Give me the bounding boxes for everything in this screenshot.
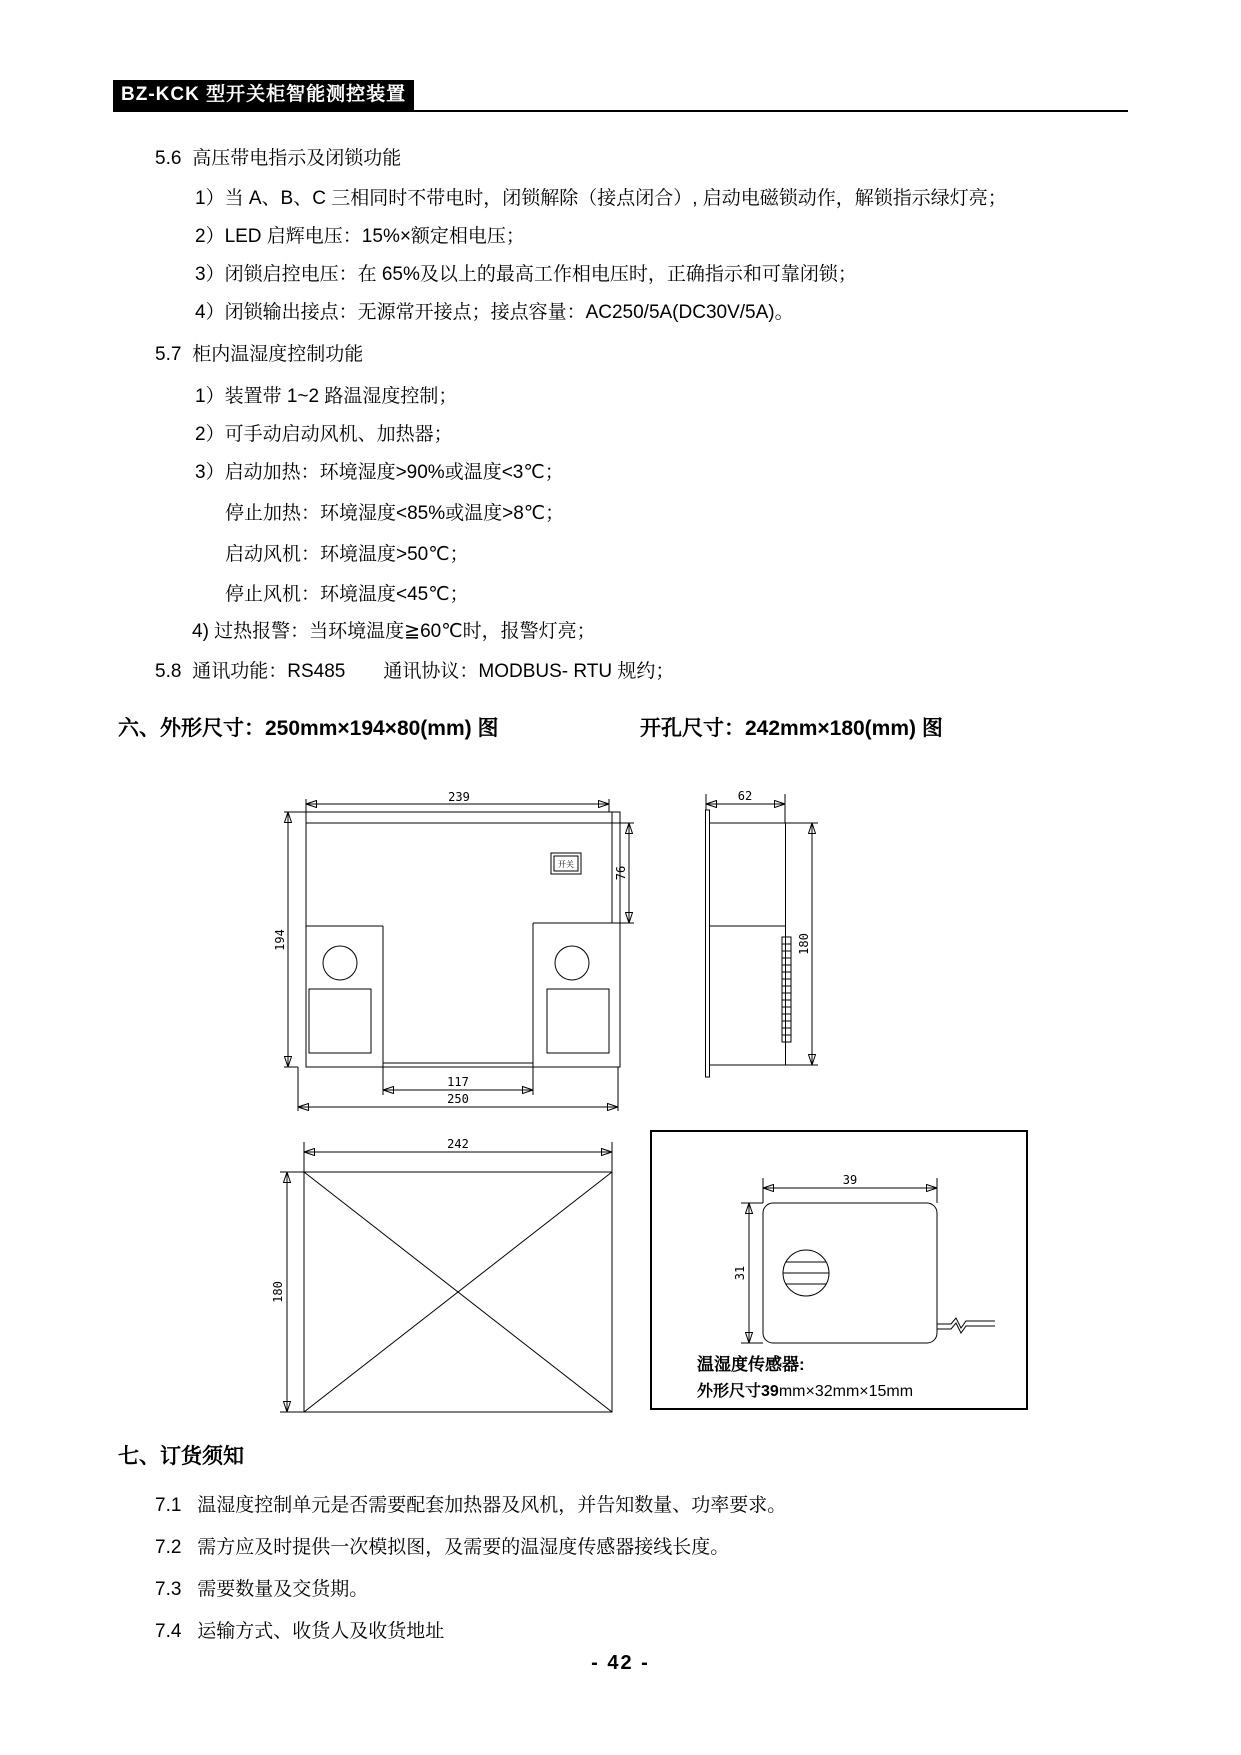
- section-number: 5.7: [155, 344, 182, 365]
- switch-label-box: [551, 853, 581, 874]
- section-number: 5.8: [155, 661, 182, 682]
- list-subitem: 停止加热：环境湿度<85%或温度>8℃；: [225, 503, 565, 524]
- section-number: 5.6: [155, 148, 182, 169]
- page-title: BZ-KCK 型开关柜智能测控装置: [113, 80, 414, 110]
- front-view-drawing: [273, 790, 642, 1117]
- section-5-7-heading: [155, 341, 363, 369]
- side-view-drawing: [620, 790, 825, 1085]
- list-item: 4）闭锁输出接点：无源常开接点；接点容量：AC250/5A(DC30V/5A)。: [195, 302, 794, 323]
- item-text: 运输方式、收货人及收货地址: [197, 1621, 445, 1642]
- dim-label-62: 62: [737, 789, 753, 803]
- dim-label-242: 242: [447, 1137, 469, 1151]
- section-title: 柜内温湿度控制功能: [192, 344, 364, 365]
- section-5-6-heading: [155, 145, 401, 173]
- list-subitem: 停止风机：环境温度<45℃；: [225, 584, 469, 605]
- list-item: 1）装置带 1~2 路温湿度控制；: [195, 386, 458, 407]
- section-title: 高压带电指示及闭锁功能: [192, 148, 402, 169]
- dim-label-194: 194: [273, 929, 287, 951]
- sensor-size-rest: mm×32mm×15mm: [778, 1383, 914, 1400]
- ordering-item: [155, 1492, 786, 1520]
- ordering-heading: 七、订货须知: [118, 1445, 244, 1468]
- item-number: 7.2: [155, 1537, 182, 1558]
- list-subitem: 启动风机：环境温度>50℃；: [225, 544, 469, 565]
- dim-label-250: 250: [447, 1092, 469, 1106]
- dimensions-heading-left: 六、外形尺寸：250mm×194×80(mm) 图: [118, 717, 499, 740]
- list-item: 2）LED 启辉电压：15%×额定相电压；: [195, 226, 525, 247]
- item-text: 需方应及时提供一次模拟图，及需要的温湿度传感器接线长度。: [197, 1537, 730, 1558]
- list-item: 1）当 A、B、C 三相同时不带电时，闭锁解除（接点闭合）, 启动电磁锁动作，解锁指示绿灯亮；: [195, 188, 1007, 209]
- item-text: 需要数量及交货期。: [197, 1579, 369, 1600]
- header-divider: [113, 110, 1128, 112]
- dim-label-239: 239: [448, 790, 470, 804]
- section-5-8-line: [155, 658, 674, 686]
- ordering-item: [155, 1618, 444, 1646]
- sensor-figure-box: [650, 1130, 1028, 1410]
- sensor-drawing: [652, 1132, 1026, 1352]
- dim-label-180-side: 180: [797, 933, 811, 955]
- item-text: 温湿度控制单元是否需要配套加热器及风机，并告知数量、功率要求。: [197, 1495, 787, 1516]
- section-text: 通讯功能：RS485 通讯协议：MODBUS- RTU 规约；: [192, 661, 675, 682]
- switch-label: 开关: [558, 860, 574, 869]
- ordering-item: [155, 1534, 729, 1562]
- dimensions-heading-right: 开孔尺寸：242mm×180(mm) 图: [640, 717, 943, 740]
- dim-label-117: 117: [447, 1075, 469, 1089]
- dim-label-39: 39: [842, 1173, 858, 1187]
- dim-label-76: 76: [614, 865, 628, 881]
- item-number: 7.3: [155, 1579, 182, 1600]
- dim-label-31: 31: [733, 1265, 747, 1281]
- sensor-size-bold: 外形尺寸39: [697, 1383, 779, 1400]
- ordering-item: [155, 1576, 368, 1604]
- sensor-caption: 温湿度传感器:: [697, 1355, 805, 1374]
- sensor-size-line: [697, 1378, 913, 1401]
- page-number: - 42 -: [591, 1652, 650, 1674]
- list-item: 2）可手动启动风机、加热器；: [195, 424, 453, 445]
- cutout-drawing: [270, 1135, 632, 1433]
- item-number: 7.4: [155, 1621, 182, 1642]
- sensor-wire: [937, 1318, 995, 1333]
- sensor-vent-circle: [783, 1250, 829, 1296]
- dim-label-180-cutout: 180: [271, 1281, 285, 1303]
- list-item: 3）闭锁启控电压：在 65%及以上的最高工作相电压时，正确指示和可靠闭锁；: [195, 264, 857, 285]
- list-item: 3）启动加热：环境湿度>90%或温度<3℃；: [195, 462, 564, 483]
- terminal-blocks: [782, 937, 791, 1042]
- list-item: 4) 过热报警：当环境温度≧60℃时，报警灯亮；: [192, 621, 596, 642]
- item-number: 7.1: [155, 1495, 182, 1516]
